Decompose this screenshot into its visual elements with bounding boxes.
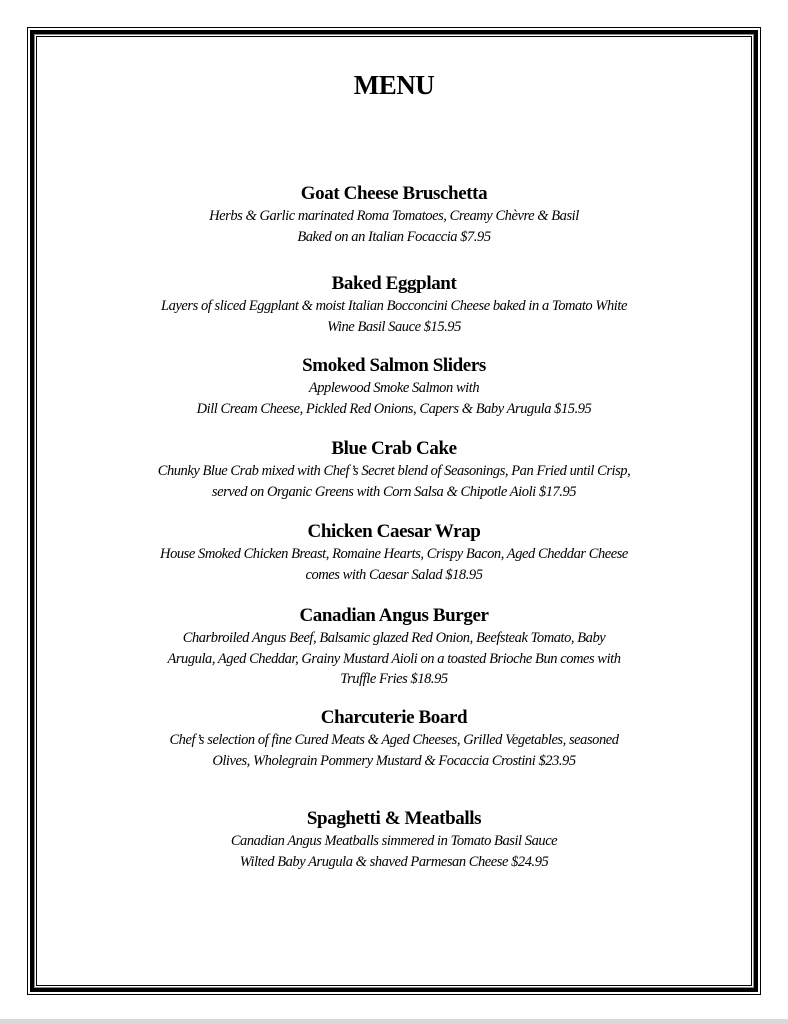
item-description [120, 206, 668, 247]
item-name: Blue Crab Cake [331, 438, 457, 459]
menu-title: MENU [353, 70, 435, 100]
item-name: Charcuterie Board [320, 707, 468, 728]
item-name: Canadian Angus Burger [299, 605, 489, 626]
description-line: Herbs & Garlic marinated Roma Tomatoes, Creamy Chèvre & Basil [209, 208, 579, 224]
description-line: Truffle Fries $18.95 [340, 671, 448, 687]
menu-item-canadian-angus-burger [120, 604, 668, 690]
menu-item-goat-cheese-bruschetta [120, 182, 668, 247]
item-name: Baked Eggplant [331, 273, 457, 294]
item-description [120, 544, 668, 585]
description-line: House Smoked Chicken Breast, Romaine Hearts, Crispy Bacon, Aged Cheddar Cheese [160, 546, 628, 562]
item-name: Chicken Caesar Wrap [307, 521, 481, 542]
item-name: Spaghetti & Meatballs [306, 808, 482, 829]
menu-item-baked-eggplant [120, 272, 668, 337]
item-description [120, 628, 668, 690]
item-description [120, 730, 668, 771]
item-name: Smoked Salmon Sliders [302, 355, 486, 376]
page-bottom-edge [0, 1019, 788, 1024]
description-line: Baked on an Italian Focaccia $7.95 [297, 228, 491, 245]
menu-item-charcuterie-board [120, 706, 668, 771]
description-line: Dill Cream Cheese, Pickled Red Onions, Capers & Baby Arugula $15.95 [196, 400, 592, 417]
description-line: Layers of sliced Eggplant & moist Italian Bocconcini Cheese baked in a Tomato White [161, 298, 627, 314]
description-line: Applewood Smoke Salmon with [308, 380, 480, 396]
description-line: Wine Basil Sauce $15.95 [327, 318, 461, 335]
menu-item-spaghetti-meatballs [120, 807, 668, 872]
item-name: Goat Cheese Bruschetta [300, 183, 488, 204]
description-line: Arugula, Aged Cheddar, Grainy Mustard Aioli on a toasted Brioche Bun comes with [167, 650, 621, 667]
item-description [120, 378, 668, 419]
item-description [120, 296, 668, 337]
item-description [120, 831, 668, 872]
menu-item-smoked-salmon-sliders [120, 354, 668, 419]
description-line: Wilted Baby Arugula & shaved Parmesan Cheese $24.95 [239, 853, 549, 870]
description-line: Chef’s selection of fine Cured Meats & Aged Cheeses, Grilled Vegetables, seasoned [169, 732, 619, 748]
description-line: served on Organic Greens with Corn Salsa & Chipotle Aioli $17.95 [211, 483, 577, 500]
description-line: Charbroiled Angus Beef, Balsamic glazed Red Onion, Beefsteak Tomato, Baby [182, 630, 606, 646]
description-line: comes with Caesar Salad $18.95 [305, 566, 483, 583]
description-line: Chunky Blue Crab mixed with Chef’s Secret blend of Seasonings, Pan Fried until Crisp, [157, 463, 631, 479]
item-description [120, 461, 668, 502]
description-line: Canadian Angus Meatballs simmered in Tomato Basil Sauce [230, 833, 558, 849]
description-line: Olives, Wholegrain Pommery Mustard & Focaccia Crostini $23.95 [212, 752, 576, 769]
menu-item-blue-crab-cake [120, 437, 668, 502]
menu-item-chicken-caesar-wrap [120, 520, 668, 585]
